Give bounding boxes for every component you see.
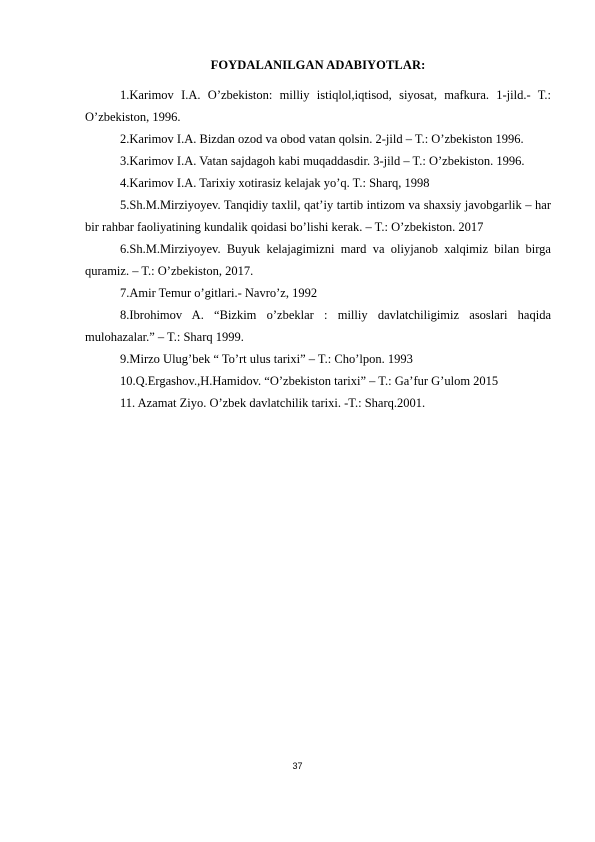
reference-list (85, 84, 551, 414)
reference-item-4: 4.Karimov I.A. Tarixiy xotirasiz kelajak yo’q. T.: Sharq, 1998 (120, 176, 430, 190)
reference-item-1: 1.Karimov I.A. O’zbekiston: milliy istiqlol,iqtisod, siyosat, mafkura. 1-jild.- T.: O’zbekiston, 1996. (85, 88, 551, 124)
reference-item-7: 7.Amir Temur o’gitlari.- Navro’z, 1992 (120, 286, 318, 300)
reference-item-9: 9.Mirzo Ulug’bek “ To’rt ulus tarixi” – T.: Cho’lpon. 1993 (120, 352, 413, 366)
reference-item-3: 3.Karimov I.A. Vatan sajdagoh kabi muqaddasdir. 3-jild – T.: O’zbekiston. 1996. (120, 154, 525, 168)
references-heading: FOYDALANILGAN ADABIYOTLAR: (210, 58, 426, 72)
reference-item-10: 10.Q.Ergashov.,H.Hamidov. “O’zbekiston tarixi” – T.: Ga’fur G’ulom 2015 (120, 374, 499, 388)
reference-item-5: 5.Sh.M.Mirziyoyev. Tanqidiy taxlil, qat’iy tartib intizom va shaxsiy javobgarlik – har bir rahbar faoliyatining kundalik qoidasi bo’lishi kerak. – T.: O’zbekiston. 2017 (85, 198, 551, 234)
reference-item-6: 6.Sh.M.Mirziyoyev. Buyuk kelajagimizni mard va oliyjanob xalqimiz bilan birga quramiz. – T.: O’zbekiston, 2017. (85, 242, 551, 278)
reference-item-11: 11. Azamat Ziyo. O’zbek davlatchilik tarixi. -T.: Sharq.2001. (120, 396, 426, 410)
reference-item-8: 8.Ibrohimov A. “Bizkim o’zbeklar : milliy davlatchiligimiz asoslari haqida mulohazalar.” – T.: Sharq 1999. (85, 308, 551, 344)
reference-item-2: 2.Karimov I.A. Bizdan ozod va obod vatan qolsin. 2-jild – T.: O’zbekiston 1996. (120, 132, 524, 146)
page-number: 37 (292, 761, 303, 771)
